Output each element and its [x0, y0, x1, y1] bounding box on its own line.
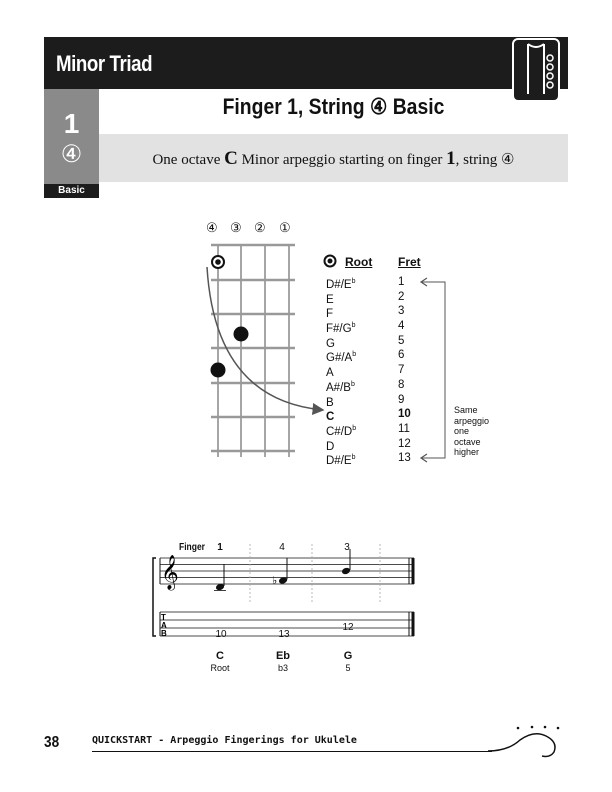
finger-dot: [234, 327, 249, 342]
notes: [214, 549, 351, 591]
finger-number: 3: [344, 542, 350, 553]
fret-cell: 7: [398, 364, 405, 377]
finger-dot: [211, 363, 226, 378]
tab-fret: 10: [215, 629, 227, 640]
ukulele-neck-icon: [514, 40, 558, 100]
fret-cell: 1: [398, 276, 405, 288]
fret-table-row: [326, 348, 426, 363]
fret-cell: 13: [398, 452, 411, 465]
finger-number: 1: [217, 542, 223, 553]
footer-rule: [92, 751, 492, 752]
finger-dots: [211, 256, 249, 378]
fret-table-row: [326, 422, 426, 437]
fret-table-row: [326, 290, 426, 305]
fret-cell: 6: [398, 349, 405, 362]
finger-number: 4: [279, 542, 285, 553]
fret-table-row: [326, 393, 426, 408]
degree: Root: [210, 663, 230, 673]
fretboard-grid: [211, 245, 295, 457]
flat-sup: b: [351, 454, 356, 462]
svg-text:T: T: [161, 613, 166, 622]
fret-header: Fret: [398, 255, 421, 269]
note-cell: D#/E: [326, 455, 352, 468]
fret-cell: 9: [398, 393, 405, 406]
fret-cell: 3: [398, 305, 405, 318]
svg-text:♭: ♭: [272, 574, 278, 587]
description: One octave C Minor arpeggio starting on finger 1, string ④: [152, 148, 515, 169]
note-cell: A#/B: [326, 381, 351, 394]
note-cell: G: [326, 337, 335, 350]
octave-note: Same arpeggio one octave higher: [454, 405, 490, 457]
degree: b3: [277, 663, 288, 673]
note-cell: C#/D: [326, 425, 353, 438]
string-label: ①: [279, 220, 291, 235]
fret-cell: 10: [398, 408, 411, 421]
tab-fret: 12: [342, 622, 354, 633]
note-name: Eb: [275, 650, 291, 662]
fret-cell: 12: [398, 437, 411, 450]
fret-cell: 8: [398, 378, 405, 391]
note-cell: D#/E: [326, 278, 352, 291]
tab-level: Basic: [44, 184, 99, 198]
logo: [512, 38, 560, 102]
flat-sup: b: [352, 351, 357, 359]
page-title: Finger 1, String ④ Basic: [222, 94, 445, 119]
tab-string: ④: [60, 141, 83, 168]
fret-cell: 2: [398, 290, 405, 303]
note-cell: C: [326, 411, 335, 424]
note-cell: F#/G: [326, 322, 352, 335]
note-cell: D: [326, 440, 335, 453]
root-header: Root: [345, 255, 373, 269]
fret-table: [326, 275, 426, 466]
finger-label: Finger: [179, 542, 205, 553]
degree: 5: [345, 663, 351, 673]
note-cell: F: [326, 308, 334, 321]
flat-sup: b: [352, 424, 357, 432]
footer-text: QUICKSTART - Arpeggio Fingerings for Ukulele: [92, 735, 357, 746]
tab-number: 1: [63, 108, 80, 139]
fret-cell: 5: [398, 334, 405, 347]
fret-table-row: [326, 334, 426, 349]
fret-table-row: [326, 451, 426, 466]
fret-table-row: [326, 319, 426, 334]
fret-table-row: [326, 407, 426, 422]
note-cell: G#/A: [326, 352, 353, 365]
fret-table-row: [326, 363, 426, 378]
tab-fret: 13: [278, 629, 290, 640]
fret-table-row: [326, 437, 426, 452]
fret-table-row: [326, 304, 426, 319]
string-label: ②: [254, 220, 266, 235]
flat-sup: b: [350, 380, 355, 388]
fret-cell: 11: [398, 422, 410, 435]
root-icon: [323, 254, 337, 268]
note-name: C: [216, 650, 224, 662]
svg-text:A: A: [161, 621, 167, 630]
section-title: Minor Triad: [56, 51, 153, 76]
note-cell: A: [326, 366, 334, 379]
treble-clef: 𝄞: [161, 555, 179, 590]
note-cell: E: [326, 293, 334, 306]
note-cell: B: [326, 396, 334, 409]
fret-table-row: [326, 275, 426, 290]
fret-cell: 4: [398, 320, 405, 333]
flat-sup: b: [351, 278, 356, 285]
fret-table-row: [326, 378, 426, 393]
string-label: ④: [206, 220, 218, 235]
flat-sup: b: [351, 322, 356, 330]
svg-text:B: B: [161, 629, 167, 638]
note-name: G: [343, 650, 353, 662]
ukulele-footer-icon: [488, 722, 568, 758]
page-number: 38: [44, 734, 60, 751]
string-label: ③: [230, 220, 242, 235]
